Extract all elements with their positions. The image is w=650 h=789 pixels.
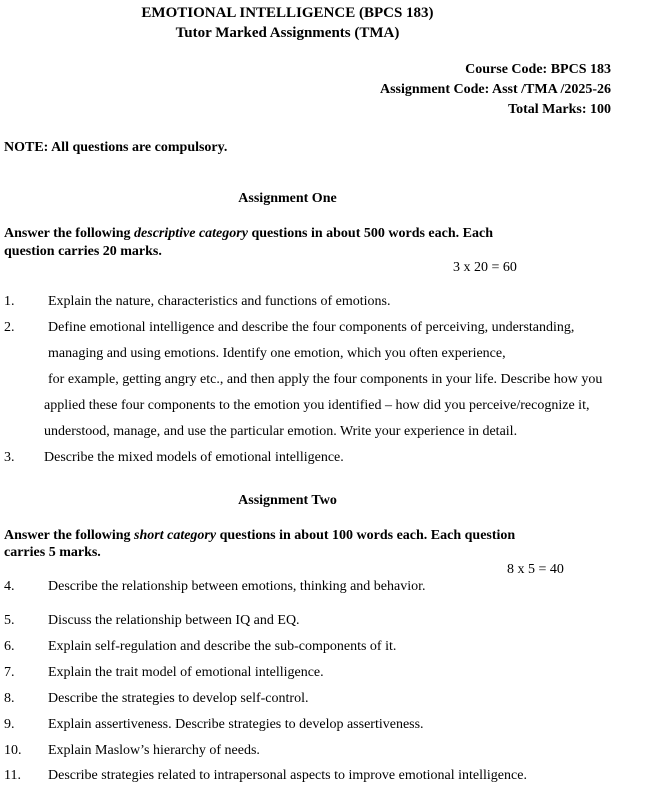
question-number: 3.	[4, 450, 15, 465]
question-text: Discuss the relationship between IQ and EQ.	[48, 613, 300, 628]
total-marks: Total Marks: 100	[508, 102, 611, 117]
question-number: 9.	[4, 717, 15, 732]
instruction-text: questions in about 100 words each. Each question	[216, 528, 516, 543]
question-text-line: understood, manage, and use the particular emotion. Write your experience in detail.	[44, 424, 518, 439]
question-text: Explain self-regulation and describe the sub-components of it.	[48, 639, 397, 654]
assignment-two-instruction-line2: carries 5 marks.	[4, 545, 101, 560]
document-subtitle: Tutor Marked Assignments (TMA)	[175, 25, 400, 41]
question-number: 1.	[4, 294, 15, 309]
question-text-line: for example, getting angry etc., and then apply the four components in your life. Describe how you	[48, 372, 603, 387]
assignment-one-instruction	[4, 226, 493, 242]
question-text: Explain assertiveness. Describe strategies to develop assertiveness.	[48, 717, 424, 732]
note: NOTE: All questions are compulsory.	[4, 140, 228, 155]
question-text-line: applied these four components to the emotion you identified – how did you perceive/recognize it,	[44, 398, 590, 413]
document-title: EMOTIONAL INTELLIGENCE (BPCS 183)	[141, 5, 434, 21]
question-number: 8.	[4, 691, 15, 706]
question-text: Explain the nature, characteristics and functions of emotions.	[48, 294, 391, 309]
question-text: Explain the trait model of emotional intelligence.	[48, 665, 324, 680]
question-text: Explain Maslow’s hierarchy of needs.	[48, 743, 260, 758]
assignment-one-marks: 3 x 20 = 60	[453, 260, 517, 275]
question-text: Describe the strategies to develop self-control.	[48, 691, 309, 706]
question-text: Describe strategies related to intrapersonal aspects to improve emotional intelligence.	[48, 768, 527, 783]
assignment-two-marks: 8 x 5 = 40	[507, 562, 564, 577]
question-number: 5.	[4, 613, 15, 628]
question-number: 4.	[4, 579, 15, 594]
question-text-line: managing and using emotions. Identify one emotion, which you often experience,	[48, 346, 506, 361]
question-text: Describe the relationship between emotions, thinking and behavior.	[48, 579, 426, 594]
question-number: 2.	[4, 320, 15, 335]
instruction-text: Answer the following	[4, 226, 135, 241]
course-code: Course Code: BPCS 183	[465, 62, 611, 77]
question-text: Describe the mixed models of emotional intelligence.	[44, 450, 344, 465]
assignment-one-instruction-line2: question carries 20 marks.	[4, 244, 162, 259]
question-number: 6.	[4, 639, 15, 654]
instruction-emphasis: short category	[134, 528, 217, 543]
assignment-two-instruction	[4, 528, 515, 544]
instruction-text: Answer the following	[4, 528, 135, 543]
assignment-code: Assignment Code: Asst /TMA /2025-26	[379, 82, 611, 97]
instruction-text: questions in about 500 words each. Each	[247, 226, 493, 241]
question-number: 11.	[4, 768, 21, 783]
instruction-emphasis: descriptive category	[134, 226, 248, 241]
question-number: 7.	[4, 665, 15, 680]
assignment-two-heading: Assignment Two	[238, 493, 337, 508]
assignment-one-heading: Assignment One	[238, 191, 337, 206]
question-text-line: Define emotional intelligence and describe the four components of perceiving, understanding,	[48, 320, 575, 335]
question-number: 10.	[4, 743, 22, 758]
